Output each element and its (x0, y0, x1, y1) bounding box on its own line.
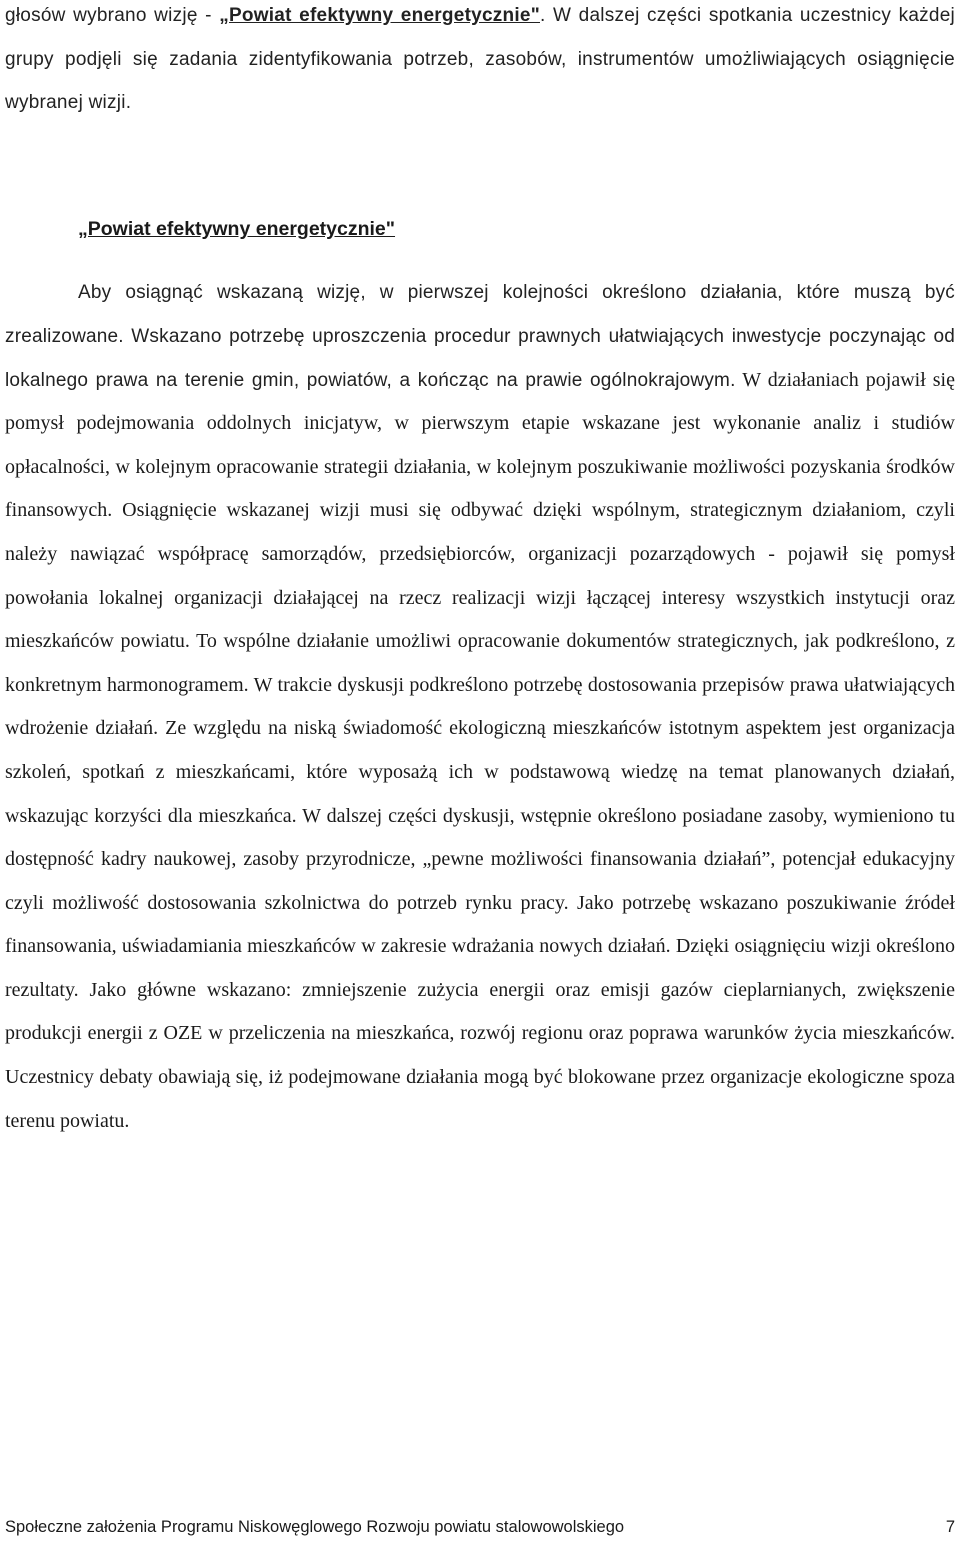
page-footer (5, 1518, 955, 1537)
document-body (5, 0, 955, 1143)
intro-paragraph (5, 0, 955, 125)
footer-title: Społeczne założenia Programu Niskowęglowego Rozwoju powiatu stalowowolskiego (5, 1518, 625, 1536)
intro-text-before: głosów wybrano wizję - (5, 5, 220, 26)
intro-text-after: . W dalszej części spotkania uczestnicy każdej grupy podjęli się zadania zidentyfikowania potrzeb, zasobów, instrumentów umożliwiających osiągnięcie wybranej wizji. (5, 5, 955, 114)
paragraph-serif-part: W działaniach pojawił się pomysł podejmowania oddolnych inicjatyw, w pierwszym etapie wskazane jest wykonanie analiz i studiów opłacalności, w kolejnym opracowanie strategii działania, w kolejnym poszukiwanie możliwości pozyskania środków finansowych. Osiągnięcie wskazanej wizji musi się odbywać dzięki wspólnym, strategicznym działaniom, czyli należy nawiązać współpracę samorządów, przedsiębiorców, organizacji pozarządowych - pojawił się pomysł powołania lokalnej organizacji działającej na rzecz realizacji wizji łączącej interesy wszystkich instytucji oraz mieszkańców powiatu. To wspólne działanie umożliwi opracowanie dokumentów strategicznych, jak podkreślono, z konkretnym harmonogramem. W trakcie dyskusji podkreślono potrzebę dostosowania przepisów prawa ułatwiających wdrożenie działań. Ze względu na niską świadomość ekologiczną mieszkańców istotnym aspektem jest organizacja szkoleń, spotkań z mieszkańcami, które wyposażą ich w podstawową wiedzę na temat planowanych działań, wskazując korzyści dla mieszkańca. W dalszej części dyskusji, wstępnie określono posiadane zasoby, wymieniono tu dostępność kadry naukowej, zasoby przyrodnicze, „pewne możliwości finansowania działań”, potencjał edukacyjny czyli możliwość dostosowania szkolnictwa do potrzeb rynku pracy. Jako potrzebę wskazano poszukiwanie źródeł finansowania, uświadamiania mieszkańców w zakresie wdrażania nowych działań. Dzięki osiągnięciu wizji określono rezultaty. Jako główne wskazano: zmniejszenie zużycia energii oraz emisji gazów cieplarnianych, zwiększenie produkcji energii z OZE w przeliczenia na mieszkańca, rozwój regionu oraz poprawa warunków życia mieszkańców. Uczestnicy debaty obawiają się, iż podejmowane działania mogą być blokowane przez organizacje ekologiczne spoza terenu powiatu. (5, 368, 955, 1132)
intro-vision-title: „Powiat efektywny energetycznie" (219, 5, 540, 26)
section-heading (5, 208, 955, 252)
paragraph-sans-part: Aby osiągnąć wskazaną wizję, w pierwszej kolejności określono działania, które muszą być zrealizowane. Wskazano potrzebę uproszczenia procedur prawnych ułatwiających inwestycje poczynając od lokalnego prawa na terenie gmin, powiatów, a kończąc na prawie ogólnokrajowym. (5, 282, 955, 391)
page-number: 7 (945, 1518, 955, 1536)
main-paragraph (5, 271, 955, 1143)
section-heading-text: „Powiat efektywny energetycznie" (78, 217, 396, 240)
